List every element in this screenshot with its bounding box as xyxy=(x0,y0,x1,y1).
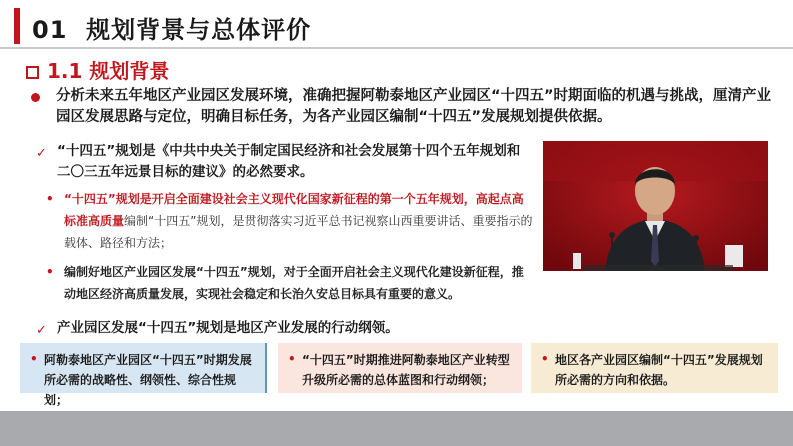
square-bullet-icon xyxy=(26,66,39,79)
title-number: 01 xyxy=(32,16,68,44)
summary-card-1-text: 阿勒泰地区产业园区“十四五”时期发展所必需的战略性、纲领性、综合性规划； xyxy=(44,353,252,407)
title-divider xyxy=(0,47,793,49)
main-point-text: 分析未来五年地区产业园区发展环境，准确把握阿勒泰地区产业园区“十四五”时期面临的机遇与挑战，厘清产业园区发展思路与定位，明确目标任务，为各产业园区编制“十四五”发展规划提供依据。 xyxy=(56,88,772,125)
sub-bullet-dot-icon: • xyxy=(46,265,54,279)
section-heading xyxy=(26,55,169,84)
card-bullet-icon: • xyxy=(541,352,549,366)
sub-point-1-highlight: “十四五”规划是开启全面建设社会主义现代化国家新征程的第一个五年规划，高起点高标准高质量 xyxy=(64,192,524,228)
check-point-2: 产业园区发展“十四五”规划是地区产业发展的行动纲领。 xyxy=(57,320,399,336)
check-mark-icon: ✓ xyxy=(36,323,47,338)
footer-band xyxy=(0,411,793,446)
card-bullet-icon: • xyxy=(30,352,38,366)
summary-card-1 xyxy=(20,343,267,407)
summary-card-2 xyxy=(278,343,522,393)
speaker-photo-illustration xyxy=(543,141,768,271)
title-text: 规划背景与总体评价 xyxy=(86,16,312,44)
sub-bullet-dot-icon: • xyxy=(46,192,54,206)
summary-card-3 xyxy=(531,343,778,393)
check-point-1-line1: “十四五”规划是《中共中央关于制定国民经济和社会发展第十四个五年规划和 xyxy=(57,143,521,159)
check-mark-icon: ✓ xyxy=(36,146,47,161)
sub-point-2: 编制好地区产业园区发展“十四五”规划，对于全面开启社会主义现代化建设新征程，推动地区经济高质量发展，实现社会稳定和长治久安总目标具有重要的意义。 xyxy=(64,265,524,301)
summary-card-2-text: “十四五”时期推进阿勒泰地区产业转型升级所必需的总体蓝图和行动纲领； xyxy=(302,353,510,387)
section-title: 1.1 规划背景 xyxy=(47,59,170,83)
speaker-photo xyxy=(543,141,768,271)
sub-point-1 xyxy=(64,188,534,254)
red-dot-bullet-icon xyxy=(31,93,40,102)
page-title xyxy=(32,10,311,45)
check-point-1-line2: 二〇三五年远景目标的建议》的必然要求。 xyxy=(57,164,314,180)
card-bullet-icon: • xyxy=(288,352,296,366)
sub-point-1-rest: 编制“十四五”规划，是贯彻落实习近平总书记视察山西重要讲话、重要指示的载体、路径和方法； xyxy=(64,214,533,250)
summary-card-3-text: 地区各产业园区编制“十四五”发展规划所必需的方向和依据。 xyxy=(555,353,763,387)
title-accent-bar xyxy=(14,8,20,44)
check-point-1 xyxy=(57,141,537,183)
